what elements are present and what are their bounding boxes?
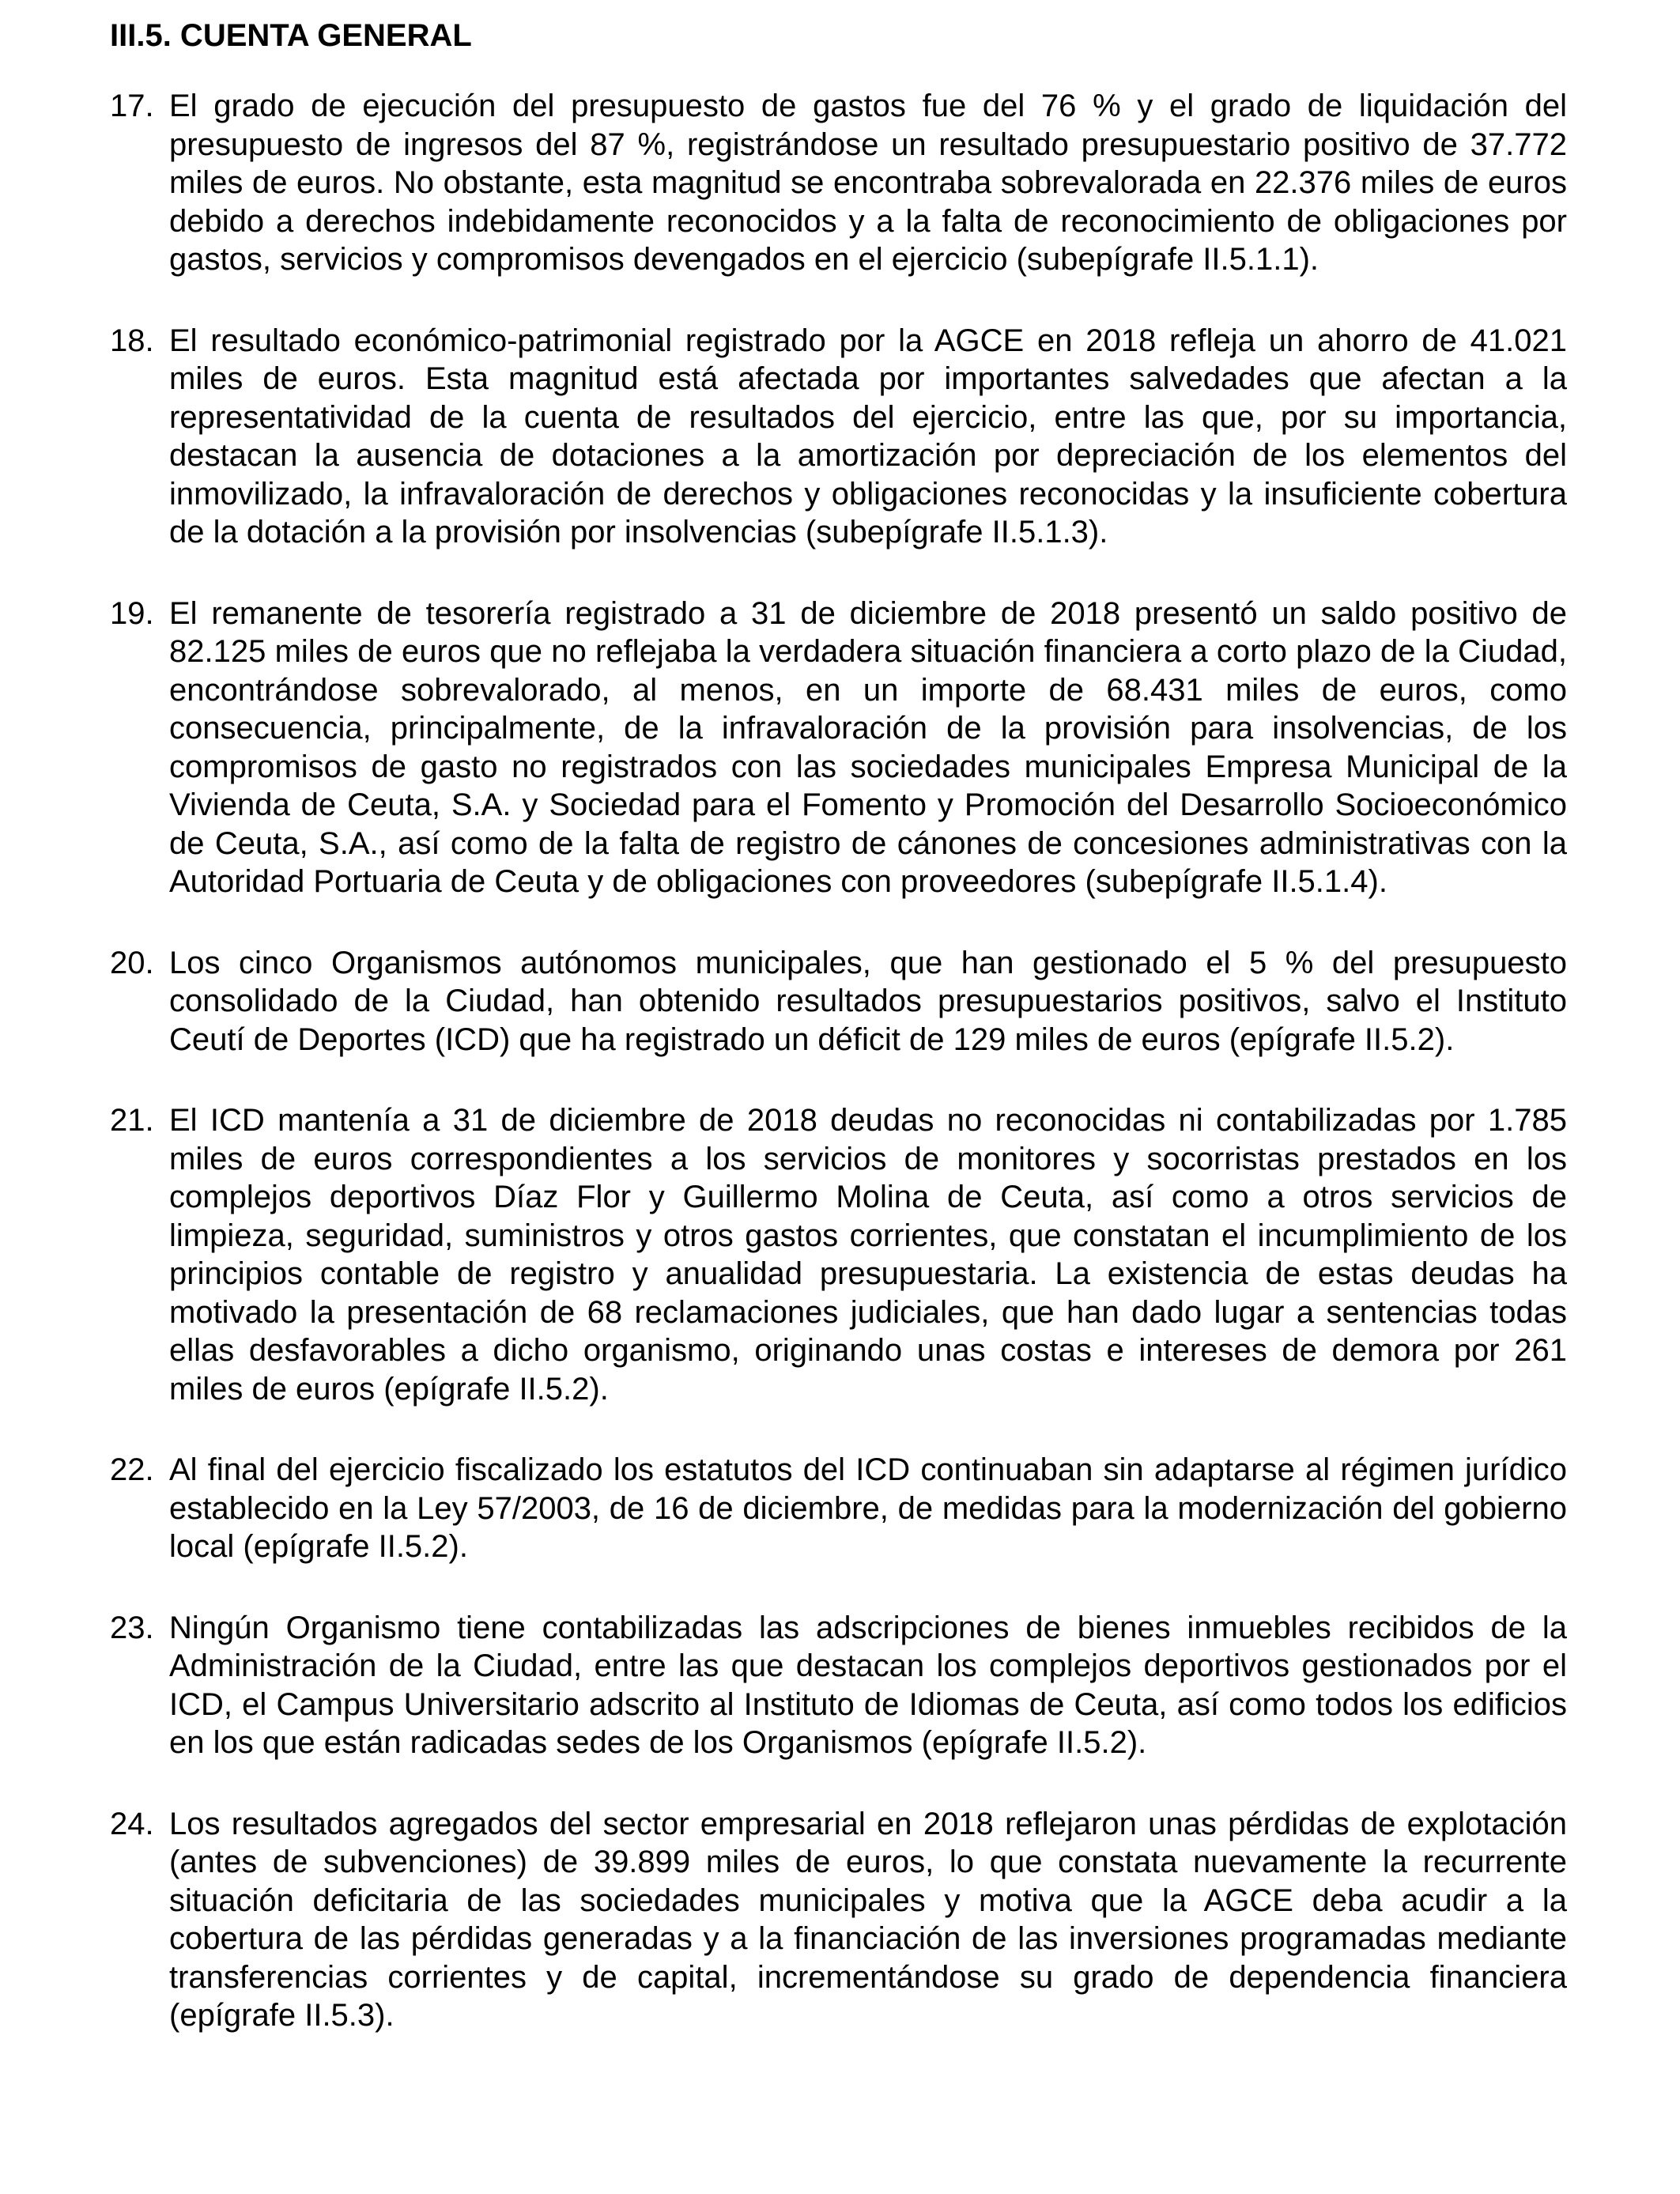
- finding-item-19: [0, 595, 1680, 901]
- finding-item-24: [0, 1805, 1680, 2035]
- item-paragraph: Al final del ejercicio fiscalizado los estatutos del ICD continuaban sin adaptarse al régimen jurídico establecido en la Ley 57/2003, de 16 de diciembre, de medidas para la modernización del gobierno local (epígrafe II.5.2).: [169, 1452, 1567, 1564]
- item-paragraph: Ningún Organismo tiene contabilizadas las adscripciones de bienes inmuebles recibidos de la Administración de la Ciudad, entre las que destacan los complejos deportivos gestionados por el ICD, el Campus Universitario adscrito al Instituto de Idiomas de Ceuta, así como todos los edificios en los que están radicadas sedes de los Organismos (epígrafe II.5.2).: [169, 1610, 1567, 1760]
- item-number: 21.: [110, 1103, 154, 1138]
- item-paragraph: Los cinco Organismos autónomos municipales, que han gestionado el 5 % del presupuesto consolidado de la Ciudad, han obtenido resultados presupuestarios positivos, salvo el Instituto Ceutí de Deportes (ICD) que ha registrado un déficit de 129 miles de euros (epígrafe II.5.2).: [169, 945, 1567, 1057]
- item-paragraph: El resultado económico-patrimonial registrado por la AGCE en 2018 refleja un ahorro de 41.021 miles de euros. Esta magnitud está afectada por importantes salvedades que afectan a la representatividad de la cuenta de resultados del ejercicio, entre las que, por su importancia, destacan la ausencia de dotaciones a la amortización por depreciación de los elementos del inmovilizado, la infravaloración de derechos y obligaciones reconocidas y la insuficiente cobertura de la dotación a la provisión por insolvencias (subepígrafe II.5.1.3).: [169, 323, 1567, 549]
- item-paragraph: El ICD mantenía a 31 de diciembre de 2018 deudas no reconocidas ni contabilizadas por 1.785 miles de euros correspondientes a los servicios de monitores y socorristas prestados en los complejos deportivos Díaz Flor y Guillermo Molina de Ceuta, así como a otros servicios de limpieza, seguridad, suministros y otros gastos corrientes, que constatan el incumplimiento de los principios contable de registro y anualidad presupuestaria. La existencia de estas deudas ha motivado la presentación de 68 reclamaciones judiciales, que han dado lugar a sentencias todas ellas desfavorables a dicho organismo, originando unas costas e intereses de demora por 261 miles de euros (epígrafe II.5.2).: [169, 1103, 1567, 1407]
- finding-item-17: [0, 87, 1680, 279]
- finding-item-20: [0, 944, 1680, 1059]
- finding-item-23: [0, 1609, 1680, 1762]
- finding-item-18: [0, 322, 1680, 552]
- item-number: 23.: [110, 1610, 154, 1645]
- numbered-findings-list: [0, 87, 1680, 2078]
- item-number: 18.: [110, 323, 154, 358]
- item-number: 24.: [110, 1806, 154, 1841]
- item-number: 17.: [110, 89, 154, 123]
- item-paragraph: Los resultados agregados del sector empresarial en 2018 reflejaron unas pérdidas de explotación (antes de subvenciones) de 39.899 miles de euros, lo que constata nuevamente la recurrente situación deficitaria de las sociedades municipales y motiva que la AGCE deba acudir a la cobertura de las pérdidas generadas y a la financiación de las inversiones programadas mediante transferencias corrientes y de capital, incrementándose su grado de dependencia financiera (epígrafe II.5.3).: [169, 1806, 1567, 2033]
- finding-item-21: [0, 1101, 1680, 1408]
- finding-item-22: [0, 1451, 1680, 1566]
- item-number: 20.: [110, 945, 154, 980]
- item-paragraph: El grado de ejecución del presupuesto de gastos fue del 76 % y el grado de liquidación del presupuesto de ingresos del 87 %, registrándose un resultado presupuestario positivo de 37.772 miles de euros. No obstante, esta magnitud se encontraba sobrevalorada en 22.376 miles de euros debido a derechos indebidamente reconocidos y a la falta de reconocimiento de obligaciones por gastos, servicios y compromisos devengados en el ejercicio (subepígrafe II.5.1.1).: [169, 89, 1567, 277]
- item-number: 22.: [110, 1452, 154, 1487]
- item-number: 19.: [110, 595, 154, 631]
- section-title: III.5. CUENTA GENERAL: [110, 18, 472, 53]
- item-paragraph: El remanente de tesorería registrado a 31 de diciembre de 2018 presentó un saldo positivo de 82.125 miles de euros que no reflejaba la verdadera situación financiera a corto plazo de la Ciudad, encontrándose sobrevalorado, al menos, en un importe de 68.431 miles de euros, como consecuencia, principalmente, de la infravaloración de la provisión para insolvencias, de los compromisos de gasto no registrados con las sociedades municipales Empresa Municipal de la Vivienda de Ceuta, S.A. y Sociedad para el Fomento y Promoción del Desarrollo Socioeconómico de Ceuta, S.A., así como de la falta de registro de cánones de concesiones administrativas con la Autoridad Portuaria de Ceuta y de obligaciones con proveedores (subepígrafe II.5.1.4).: [169, 595, 1567, 899]
